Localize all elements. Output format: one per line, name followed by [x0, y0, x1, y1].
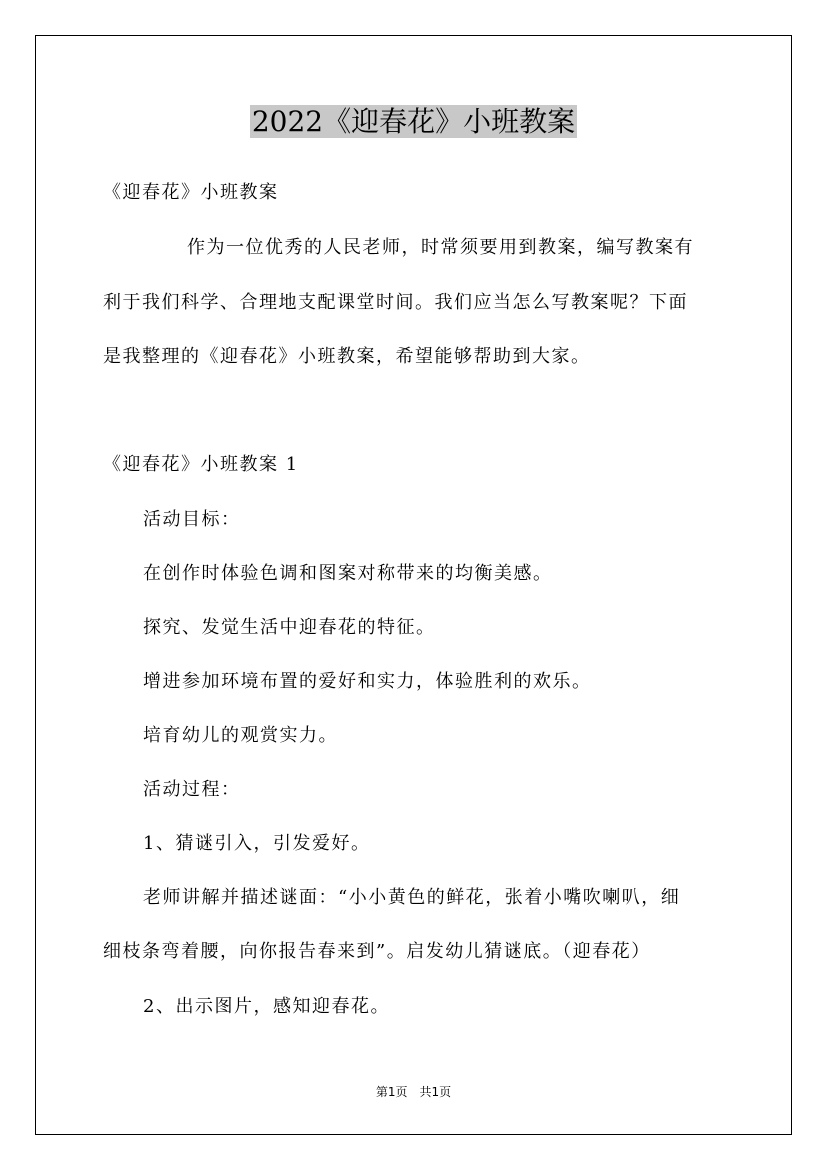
body-line: 在创作时体验色调和图案对称带来的均衡美感。 [143, 563, 553, 584]
body-line: 细枝条弯着腰，向你报告春来到”。启发幼儿猜谜底。（迎春花） [103, 941, 651, 962]
body-line: 老师讲解并描述谜面：“小小黄色的鲜花，张着小嘴吹喇叭，细 [143, 887, 681, 908]
document-title-text: 2022《迎春花》小班教案 [251, 105, 576, 138]
body-line: 活动过程： [143, 779, 241, 800]
intro-line-1: 作为一位优秀的人民老师，时常须要用到教案，编写教案有 [187, 237, 694, 258]
document-title [0, 100, 827, 144]
intro-line-2: 利于我们科学、合理地支配课堂时间。我们应当怎么写教案呢？下面 [103, 292, 688, 313]
intro-line-3: 是我整理的《迎春花》小班教案，希望能够帮助到大家。 [103, 346, 591, 367]
body-line: 增进参加环境布置的爱好和实力，体验胜利的欢乐。 [143, 671, 592, 692]
body-line: 2、出示图片，感知迎春花。 [143, 996, 390, 1017]
body-line: 活动目标： [143, 509, 241, 530]
body-line: 培育幼儿的观赏实力。 [143, 725, 338, 746]
body-line: 1、猜谜引入，引发爱好。 [143, 833, 371, 854]
section-title: 《迎春花》小班教案 1 [103, 454, 299, 475]
page-number: 第1页 共1页 [375, 1085, 452, 1099]
subtitle: 《迎春花》小班教案 [103, 182, 279, 203]
body-line: 探究、发觉生活中迎春花的特征。 [143, 617, 436, 638]
